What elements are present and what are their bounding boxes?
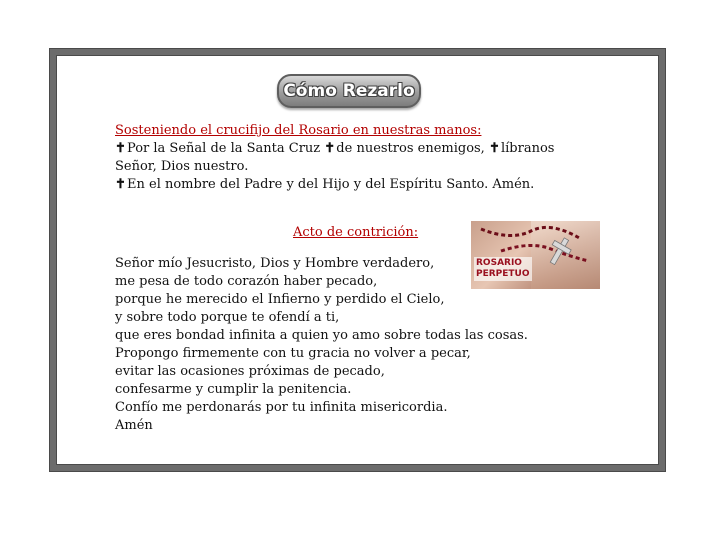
section2-heading: Acto de contrición: [293,225,419,240]
contrition-line: porque he merecido el Infierno y perdido el Cielo, [115,292,445,307]
contrition-line: Propongo firmemente con tu gracia no volver a pecar, [115,346,471,361]
cross-icon: ✝ [488,141,500,156]
contrition-line: evitar las ocasiones próximas de pecado, [115,364,385,379]
contrition-prayer [115,255,528,435]
contrition-line: Señor mío Jesucristo, Dios y Hombre verdadero, [115,256,435,271]
title-banner [277,74,421,108]
contrition-line: me pesa de todo corazón haber pecado, [115,274,378,289]
image-label-line2: PERPETUO [476,269,530,279]
outer-frame [49,48,666,472]
contrition-line: Amén [115,418,153,433]
title-text: Cómo Rezarlo [283,81,415,101]
contrition-line: que eres bondad infinita a quien yo amo sobre todas las cosas. [115,328,528,343]
prayer-line-3-text: En el nombre del Padre y del Hijo y del Espíritu Santo. Amén. [127,177,535,192]
contrition-line: y sobre todo porque te ofendí a ti, [115,310,340,325]
prayer-line-1a: Por la Señal de la Santa Cruz [127,141,321,156]
opening-prayer-block [115,122,554,194]
contrition-line: Confío me perdonarás por tu infinita misericordia. [115,400,448,415]
cross-icon: ✝ [115,141,126,156]
cross-icon: ✝ [324,141,336,156]
prayer-line-1c: líbranos [500,141,555,156]
prayer-line-1b: de nuestros enemigos, [336,141,485,156]
prayer-line-1 [115,140,554,158]
image-label-line1: ROSARIO [476,258,522,268]
prayer-line-3 [115,176,554,194]
section1-heading: Sosteniendo el crucifijo del Rosario en nuestras manos: [115,123,482,138]
content-panel [56,55,659,465]
prayer-line-2: Señor, Dios nuestro. [115,159,249,174]
contrition-line: confesarme y cumplir la penitencia. [115,382,352,397]
cross-icon: ✝ [115,177,126,192]
